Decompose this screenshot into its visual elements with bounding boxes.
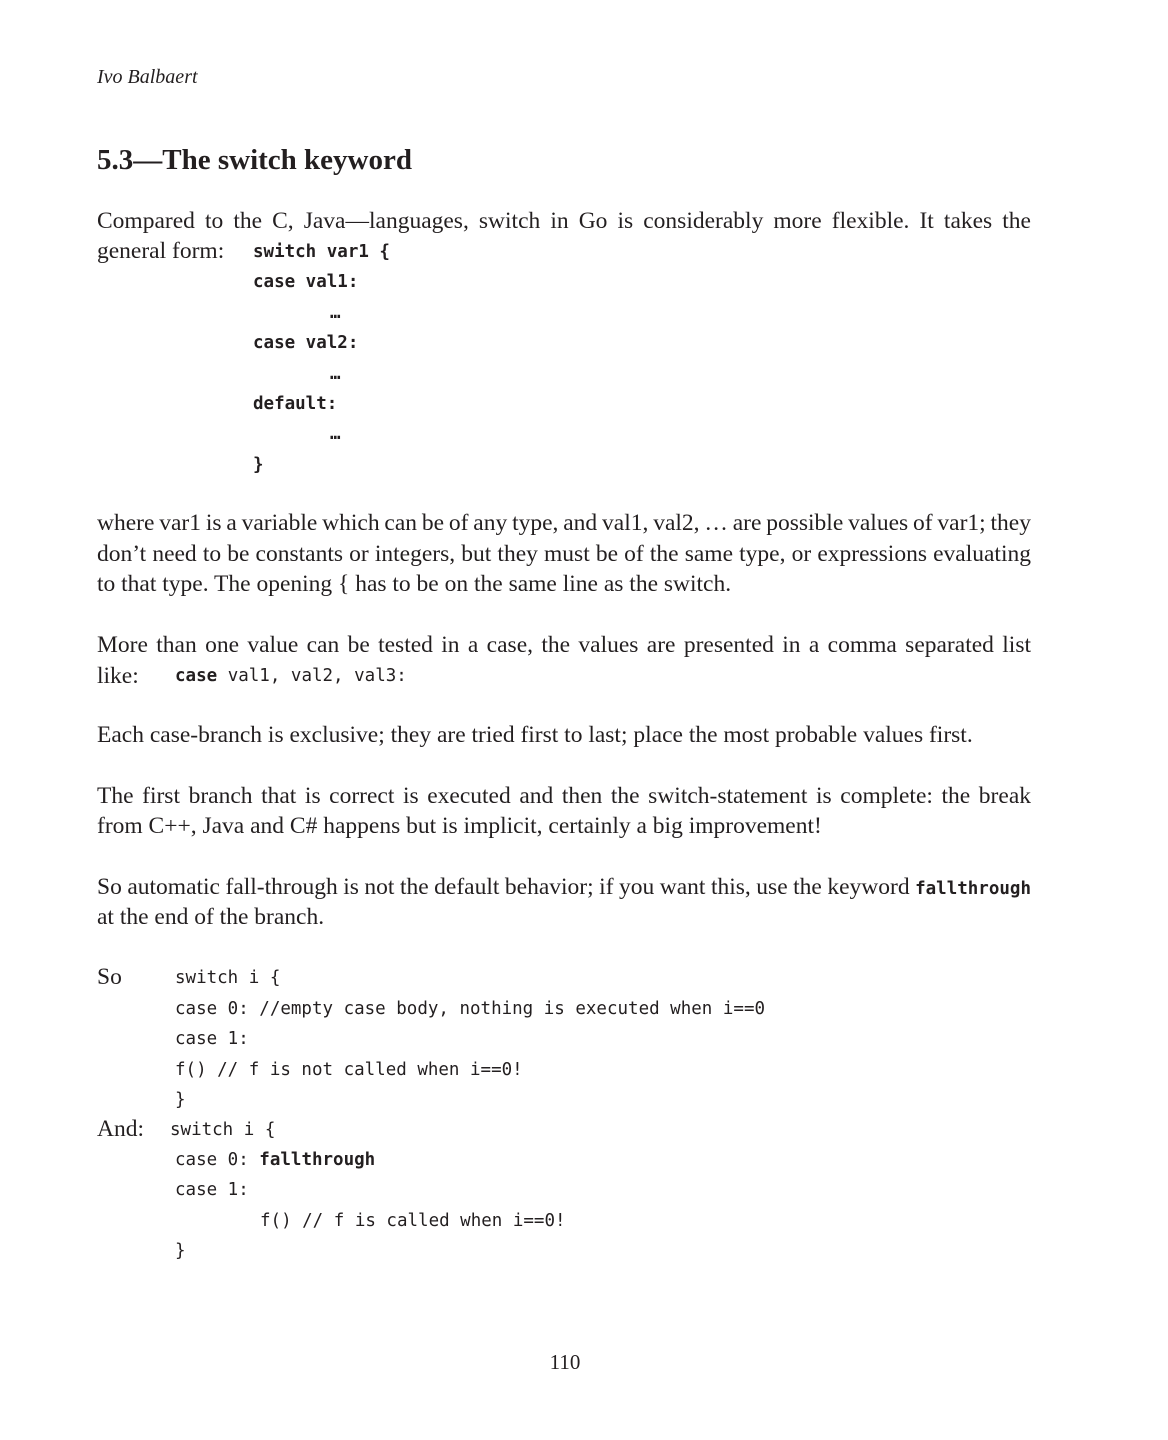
paragraph-line: at the end of the branch. bbox=[97, 904, 325, 930]
code-line: … bbox=[330, 424, 341, 444]
paragraph-line: like: bbox=[97, 663, 139, 689]
code-line: case 1: bbox=[175, 1029, 249, 1049]
code-line: } bbox=[175, 1241, 186, 1261]
code-line: switch i { bbox=[175, 968, 281, 988]
paragraph-line: The first branch that is correct is executed and then the switch-statement is complete: the break bbox=[97, 783, 1031, 809]
code-line: default: bbox=[253, 394, 338, 414]
running-header-author: Ivo Balbaert bbox=[97, 66, 198, 88]
paragraph-line: to that type. The opening { has to be on the same line as the switch. bbox=[97, 571, 732, 597]
code-line: case val2: bbox=[253, 333, 359, 353]
code-line: } bbox=[253, 455, 264, 475]
code-line: case 1: bbox=[175, 1180, 249, 1200]
code-line: switch var1 { bbox=[253, 242, 390, 262]
code-line: switch i { bbox=[170, 1120, 276, 1140]
paragraph-line: More than one value can be tested in a case, the values are presented in a comma separated list bbox=[97, 632, 1031, 658]
example-label: And: bbox=[97, 1116, 144, 1142]
inline-code bbox=[175, 661, 407, 691]
paragraph-line: Each case-branch is exclusive; they are tried first to last; place the most probable values first. bbox=[97, 722, 973, 748]
inline-code-keyword: fallthrough bbox=[915, 879, 1031, 899]
paragraph-line: don’t need to be constants or integers, but they must be of the same type, or expressions evaluating bbox=[97, 541, 1031, 567]
paragraph-line: from C++, Java and C# happens but is implicit, certainly a big improvement! bbox=[97, 813, 822, 839]
code-line: case 0: //empty case body, nothing is executed when i==0 bbox=[175, 999, 766, 1019]
code-line: … bbox=[330, 364, 341, 384]
code-line: f() // f is not called when i==0! bbox=[175, 1060, 523, 1080]
code-line: … bbox=[330, 303, 341, 323]
example-label: So bbox=[97, 964, 122, 990]
code-text: case 0: bbox=[175, 1150, 260, 1170]
code-text: val1, val2, val3: bbox=[217, 666, 407, 686]
paragraph-line bbox=[97, 872, 1031, 902]
intro-line-2: general form: bbox=[97, 238, 225, 264]
section-title: 5.3—The switch keyword bbox=[97, 144, 412, 176]
code-line bbox=[175, 1145, 375, 1175]
intro-line-1: Compared to the C, Java—languages, switch in Go is considerably more flexible. It takes the bbox=[97, 208, 1031, 234]
paragraph-text: So automatic fall-through is not the default behavior; if you want this, use the keyword bbox=[97, 874, 910, 900]
page-number: 110 bbox=[549, 1350, 581, 1374]
code-keyword: case bbox=[175, 666, 218, 686]
code-keyword: fallthrough bbox=[259, 1150, 376, 1170]
paragraph-line: where var1 is a variable which can be of any type, and val1, val2, … are possible values of var1; they bbox=[97, 510, 1031, 536]
code-line: f() // f is called when i==0! bbox=[260, 1211, 566, 1231]
code-line: case val1: bbox=[253, 272, 359, 292]
code-line: } bbox=[175, 1090, 186, 1110]
